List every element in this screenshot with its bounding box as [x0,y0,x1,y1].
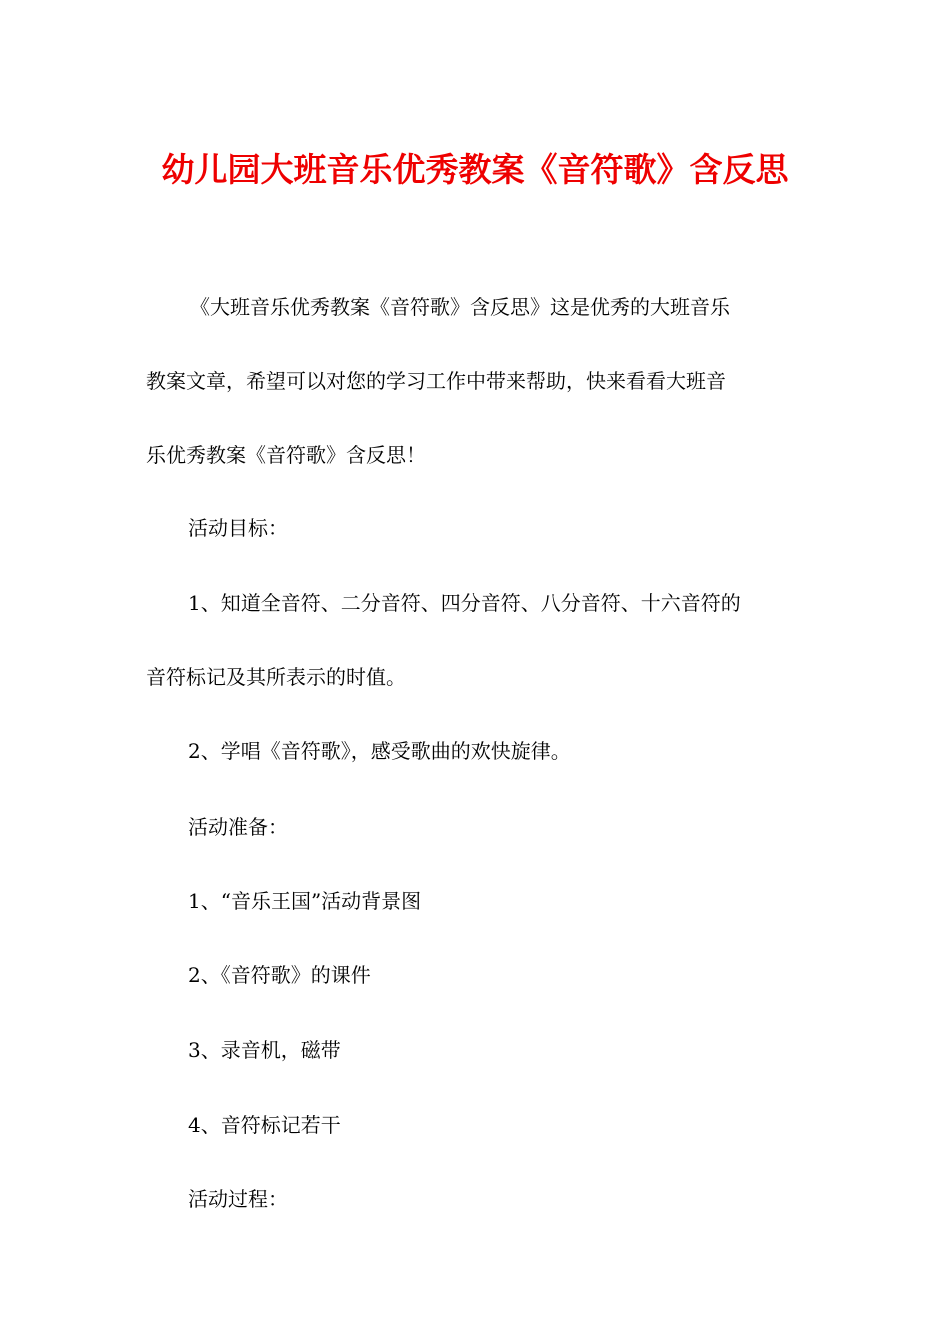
goals-heading: 活动目标： [188,516,288,540]
intro-line-3: 乐优秀教案《音符歌》含反思！ [146,443,426,467]
document-title: 幼儿园大班音乐优秀教案《音符歌》含反思 [161,150,789,189]
goal-1-line-2: 音符标记及其所表示的时值。 [146,665,406,689]
process-heading: 活动过程： [188,1187,288,1211]
prep-item-3: 3、录音机，磁带 [188,1038,341,1062]
prep-heading: 活动准备： [188,815,288,839]
goal-1-line-1: 1、知道全音符、二分音符、四分音符、八分音符、十六音符的 [188,591,741,615]
intro-line-1: 《大班音乐优秀教案《音符歌》含反思》这是优秀的大班音乐 [190,295,730,319]
prep-item-1: 1、“音乐王国”活动背景图 [188,889,422,913]
prep-item-4: 4、音符标记若干 [188,1113,341,1137]
goal-2: 2、学唱《音符歌》，感受歌曲的欢快旋律。 [188,739,571,763]
intro-line-2: 教案文章，希望可以对您的学习工作中带来帮助，快来看看大班音 [146,369,726,393]
prep-item-2: 2、《音符歌》的课件 [188,963,371,987]
intro-paragraph [146,270,806,492]
